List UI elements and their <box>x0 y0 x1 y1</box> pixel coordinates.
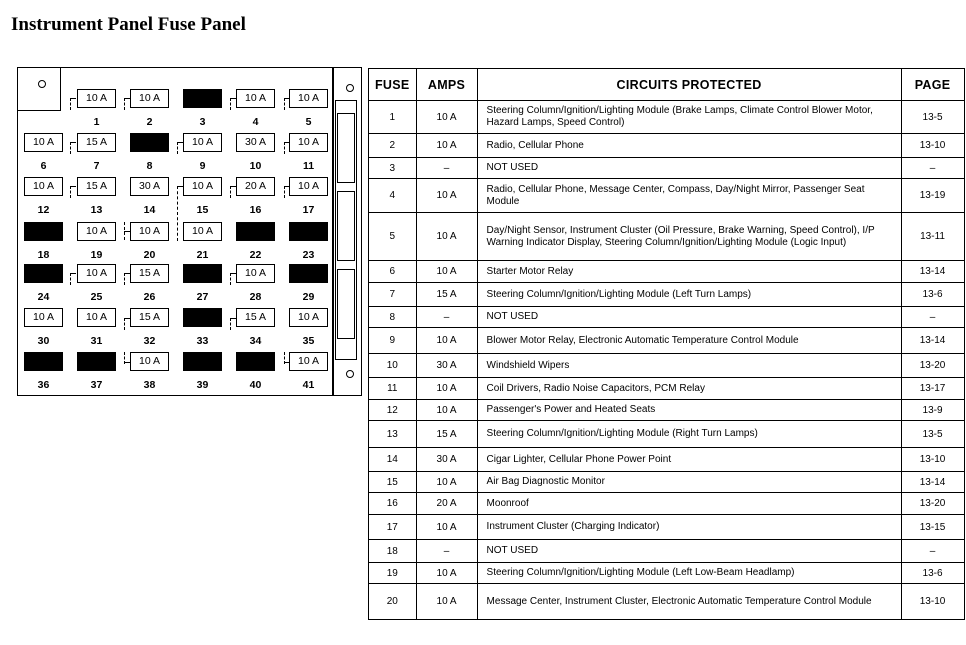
fuse-slot: 10 A <box>77 89 116 108</box>
cell-page: 13-5 <box>901 421 964 448</box>
fuse-slot: 15 A <box>77 133 116 152</box>
cell-fuse: 4 <box>369 179 417 213</box>
cell-fuse: 12 <box>369 400 417 421</box>
cell-amps: 30 A <box>416 448 477 472</box>
fuse-number: 6 <box>40 160 47 172</box>
table-row <box>369 261 965 283</box>
cell-fuse: 8 <box>369 307 417 328</box>
fuse-number: 24 <box>37 291 50 303</box>
fuse-number: 14 <box>143 204 156 216</box>
table-row <box>369 307 965 328</box>
fuse-number: 25 <box>90 291 103 303</box>
fuse-slot: 10 A <box>289 308 328 327</box>
fuse-number: 38 <box>143 379 156 391</box>
fuse-slot: 10 A <box>77 222 116 241</box>
fuse-slot: 10 A <box>24 133 63 152</box>
cell-fuse: 3 <box>369 158 417 179</box>
cell-fuse: 17 <box>369 515 417 540</box>
fuse-slot: 10 A <box>77 264 116 283</box>
cell-page: 13-9 <box>901 400 964 421</box>
cell-circuit: Steering Column/Ignition/Lighting Module (Left Turn Lamps) <box>477 283 901 307</box>
table-row <box>369 354 965 378</box>
cell-fuse: 5 <box>369 213 417 261</box>
table-row <box>369 421 965 448</box>
fuse-number: 36 <box>37 379 50 391</box>
cell-amps: 10 A <box>416 213 477 261</box>
fuse-number: 16 <box>249 204 262 216</box>
cell-circuit: Moonroof <box>477 493 901 515</box>
cell-circuit: Cigar Lighter, Cellular Phone Power Point <box>477 448 901 472</box>
cell-fuse: 19 <box>369 563 417 584</box>
cell-amps: 10 A <box>416 400 477 421</box>
cell-page: 13-10 <box>901 448 964 472</box>
cell-circuit: Steering Column/Ignition/Lighting Module (Left Low-Beam Headlamp) <box>477 563 901 584</box>
cell-page: 13-20 <box>901 354 964 378</box>
table-row <box>369 540 965 563</box>
fuse-number: 5 <box>305 116 312 128</box>
table-row <box>369 134 965 158</box>
fuse-slot-empty <box>236 352 275 371</box>
cell-amps: 15 A <box>416 283 477 307</box>
fuse-number: 32 <box>143 335 156 347</box>
cell-circuit: Instrument Cluster (Charging Indicator) <box>477 515 901 540</box>
fuse-slot: 10 A <box>183 133 222 152</box>
fuse-number: 18 <box>37 249 50 261</box>
header-amps: AMPS <box>416 69 477 101</box>
table-row <box>369 378 965 400</box>
table-header-row <box>369 69 965 101</box>
fuse-slot: 10 A <box>236 89 275 108</box>
header-circuits: CIRCUITS PROTECTED <box>477 69 901 101</box>
cell-fuse: 2 <box>369 134 417 158</box>
fuse-number: 15 <box>196 204 209 216</box>
cell-fuse: 15 <box>369 472 417 493</box>
fuse-number: 33 <box>196 335 209 347</box>
fuse-number: 41 <box>302 379 315 391</box>
table-row <box>369 493 965 515</box>
cell-page: 13-10 <box>901 134 964 158</box>
fuse-number: 2 <box>146 116 153 128</box>
cell-fuse: 16 <box>369 493 417 515</box>
fuse-number: 26 <box>143 291 156 303</box>
fuse-number: 40 <box>249 379 262 391</box>
cell-fuse: 7 <box>369 283 417 307</box>
fuse-number: 7 <box>93 160 100 172</box>
fuse-slot: 10 A <box>24 308 63 327</box>
cell-amps: 30 A <box>416 354 477 378</box>
fuse-slot: 20 A <box>236 177 275 196</box>
cell-fuse: 9 <box>369 328 417 354</box>
table-row <box>369 283 965 307</box>
page-title: Instrument Panel Fuse Panel <box>11 14 246 35</box>
cell-circuit: Day/Night Sensor, Instrument Cluster (Oil Pressure, Brake Warning, Speed Control), I/P Warning Indicator Display, Steering Column/Ignition/Lighting Module (Logic Input) <box>477 213 901 261</box>
table-row <box>369 472 965 493</box>
cell-circuit: Passenger's Power and Heated Seats <box>477 400 901 421</box>
fuse-slot: 10 A <box>289 89 328 108</box>
fuse-slot: 15 A <box>77 177 116 196</box>
cell-page: 13-14 <box>901 472 964 493</box>
fuse-slot: 10 A <box>289 352 328 371</box>
fuse-number: 3 <box>199 116 206 128</box>
table-row <box>369 584 965 620</box>
fuse-number: 13 <box>90 204 103 216</box>
fuse-number: 17 <box>302 204 315 216</box>
table-row <box>369 400 965 421</box>
connector-hole-icon <box>346 370 354 378</box>
mounting-tab <box>17 67 61 111</box>
fuse-number: 23 <box>302 249 315 261</box>
cell-amps: 10 A <box>416 179 477 213</box>
cell-circuit: Radio, Cellular Phone <box>477 134 901 158</box>
fuse-number: 11 <box>302 160 315 172</box>
fuse-slot-empty <box>130 133 169 152</box>
header-fuse: FUSE <box>369 69 417 101</box>
fuse-number: 27 <box>196 291 209 303</box>
cell-amps: 10 A <box>416 328 477 354</box>
cell-amps: 10 A <box>416 261 477 283</box>
fuse-slot: 15 A <box>130 264 169 283</box>
fuse-number: 34 <box>249 335 262 347</box>
fuse-number: 29 <box>302 291 315 303</box>
cell-page: 13-11 <box>901 213 964 261</box>
table-row <box>369 101 965 134</box>
fuse-slot: 10 A <box>130 89 169 108</box>
cell-page: 13-6 <box>901 563 964 584</box>
cell-amps: – <box>416 158 477 179</box>
connector-hole-icon <box>346 84 354 92</box>
cell-page: 13-15 <box>901 515 964 540</box>
cell-circuit: Starter Motor Relay <box>477 261 901 283</box>
table-row <box>369 448 965 472</box>
fuse-number: 4 <box>252 116 259 128</box>
fuse-number: 9 <box>199 160 206 172</box>
fuse-slot: 15 A <box>130 308 169 327</box>
fuse-number: 35 <box>302 335 315 347</box>
header-page: PAGE <box>901 69 964 101</box>
cell-amps: 10 A <box>416 134 477 158</box>
connector-strip <box>335 100 357 360</box>
fuse-number: 10 <box>249 160 262 172</box>
fuse-number: 22 <box>249 249 262 261</box>
cell-amps: 10 A <box>416 515 477 540</box>
fuse-slot-empty <box>24 352 63 371</box>
cell-circuit: Coil Drivers, Radio Noise Capacitors, PCM Relay <box>477 378 901 400</box>
panel-divider <box>332 67 334 396</box>
cell-circuit: Air Bag Diagnostic Monitor <box>477 472 901 493</box>
fuse-slot: 10 A <box>130 352 169 371</box>
fuse-number: 20 <box>143 249 156 261</box>
fuse-slot-empty <box>24 222 63 241</box>
fuse-slot: 10 A <box>236 264 275 283</box>
cell-circuit: Steering Column/Ignition/Lighting Module (Right Turn Lamps) <box>477 421 901 448</box>
cell-amps: 10 A <box>416 563 477 584</box>
table-row <box>369 328 965 354</box>
cell-page: – <box>901 307 964 328</box>
cell-amps: 10 A <box>416 378 477 400</box>
cell-page: 13-19 <box>901 179 964 213</box>
cell-circuit: Windshield Wipers <box>477 354 901 378</box>
cell-amps: 10 A <box>416 101 477 134</box>
fuse-number: 39 <box>196 379 209 391</box>
cell-page: 13-6 <box>901 283 964 307</box>
fuse-number: 28 <box>249 291 262 303</box>
fuse-number: 21 <box>196 249 209 261</box>
fuse-slot: 10 A <box>289 177 328 196</box>
cell-page: 13-5 <box>901 101 964 134</box>
fuse-slot: 10 A <box>24 177 63 196</box>
cell-circuit: NOT USED <box>477 158 901 179</box>
fuse-slot-empty <box>24 264 63 283</box>
table-row <box>369 515 965 540</box>
fuse-number: 12 <box>37 204 50 216</box>
fuse-slot-empty <box>236 222 275 241</box>
cell-page: 13-17 <box>901 378 964 400</box>
cell-fuse: 13 <box>369 421 417 448</box>
cell-circuit: NOT USED <box>477 540 901 563</box>
fuse-number: 37 <box>90 379 103 391</box>
fuse-number: 1 <box>93 116 100 128</box>
fuse-table <box>368 68 965 620</box>
table-row <box>369 213 965 261</box>
cell-fuse: 14 <box>369 448 417 472</box>
fuse-slot-empty <box>289 222 328 241</box>
cell-page: 13-14 <box>901 328 964 354</box>
cell-circuit: Steering Column/Ignition/Lighting Module (Brake Lamps, Climate Control Blower Motor, Hazard Lamps, Speed Control) <box>477 101 901 134</box>
fuse-slot-empty <box>77 352 116 371</box>
cell-circuit: NOT USED <box>477 307 901 328</box>
fuse-slot: 30 A <box>236 133 275 152</box>
fuse-number: 19 <box>90 249 103 261</box>
fuse-slot: 10 A <box>183 177 222 196</box>
table-row <box>369 179 965 213</box>
mounting-hole-icon <box>38 80 46 88</box>
cell-page: – <box>901 158 964 179</box>
fuse-slot-empty <box>183 308 222 327</box>
fuse-slot-empty <box>183 264 222 283</box>
fuse-slot-empty <box>183 89 222 108</box>
fuse-slot-empty <box>183 352 222 371</box>
cell-fuse: 10 <box>369 354 417 378</box>
cell-page: 13-10 <box>901 584 964 620</box>
fuse-slot: 10 A <box>289 133 328 152</box>
fuse-slot: 10 A <box>183 222 222 241</box>
cell-circuit: Message Center, Instrument Cluster, Electronic Automatic Temperature Control Module <box>477 584 901 620</box>
cell-amps: – <box>416 540 477 563</box>
cell-fuse: 18 <box>369 540 417 563</box>
fuse-number: 8 <box>146 160 153 172</box>
cell-circuit: Blower Motor Relay, Electronic Automatic Temperature Control Module <box>477 328 901 354</box>
cell-amps: 15 A <box>416 421 477 448</box>
cell-fuse: 6 <box>369 261 417 283</box>
fuse-slot-empty <box>289 264 328 283</box>
fuse-number: 31 <box>90 335 103 347</box>
fuse-number: 30 <box>37 335 50 347</box>
fuse-slot: 15 A <box>236 308 275 327</box>
table-row <box>369 158 965 179</box>
cell-amps: – <box>416 307 477 328</box>
fuse-slot: 10 A <box>130 222 169 241</box>
cell-fuse: 11 <box>369 378 417 400</box>
cell-page: – <box>901 540 964 563</box>
cell-page: 13-20 <box>901 493 964 515</box>
fuse-slot: 30 A <box>130 177 169 196</box>
cell-fuse: 20 <box>369 584 417 620</box>
cell-amps: 10 A <box>416 472 477 493</box>
table-row <box>369 563 965 584</box>
cell-fuse: 1 <box>369 101 417 134</box>
fuse-slot: 10 A <box>77 308 116 327</box>
cell-amps: 20 A <box>416 493 477 515</box>
cell-page: 13-14 <box>901 261 964 283</box>
cell-amps: 10 A <box>416 584 477 620</box>
cell-circuit: Radio, Cellular Phone, Message Center, Compass, Day/Night Mirror, Passenger Seat Module <box>477 179 901 213</box>
